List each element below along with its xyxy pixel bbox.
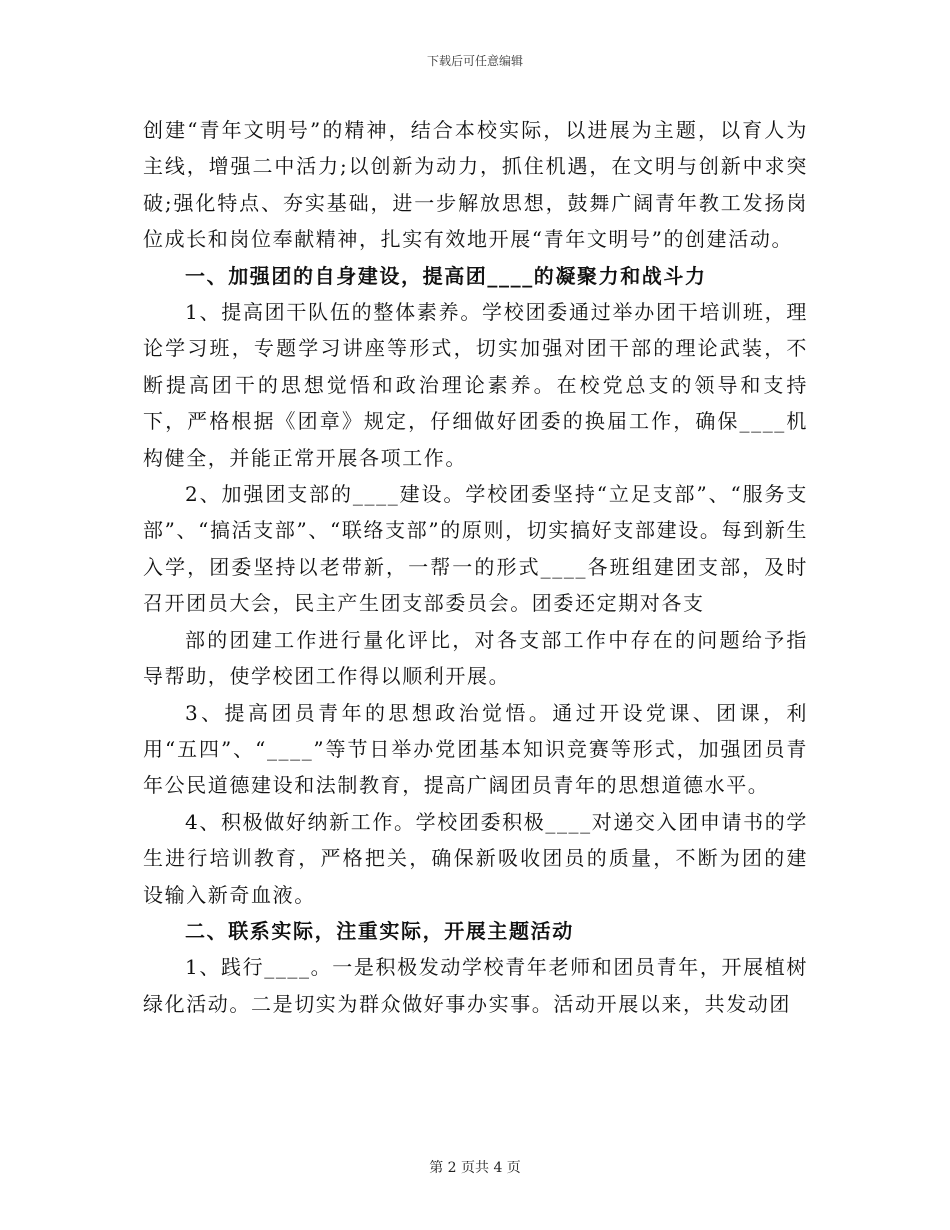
paragraph-item-1-3: 3、提高团员青年的思想政治觉悟。通过开设党课、团课，利用“五四”、“____”等节日举办党团基本知识竞赛等形式，加强团员青年公民道德建设和法制教育，提高广阔团员青年的思想道德水平。	[143, 700, 808, 798]
paragraph-item-2-1: 1、践行____。一是积极发动学校青年老师和团员青年，开展植树绿化活动。二是切实为群众做好事办实事。活动开展以来，共发动团	[143, 955, 808, 1016]
section-heading-1: 一、加强团的自身建设，提高团____的凝聚力和战斗力	[185, 263, 707, 288]
document-body	[143, 112, 808, 1022]
page-footer-number: 第 2 页共 4 页	[429, 1160, 521, 1176]
paragraph-item-1-2: 2、加强团支部的____建设。学校团委坚持“立足支部”、“服务支部”、“搞活支部”、“联络支部”的原则，切实搞好支部建设。每到新生入学，团委坚持以老带新，一帮一的形式____各班组建团支部，及时召开团员大会，民主产生团支部委员会。团委还定期对各支	[143, 482, 808, 616]
paragraph-item-1-2-continued: 部的团建工作进行量化评比，对各支部工作中存在的问题给予指导帮助，使学校团工作得以顺利开展。	[143, 627, 808, 689]
paragraph-intro: 创建“青年文明号”的精神，结合本校实际，以进展为主题，以育人为主线，增强二中活力;以创新为动力，抓住机遇，在文明与创新中求突破;强化特点、夯实基础，进一步解放思想，鼓舞广阔青年教工发扬岗位成长和岗位奉献精神，扎实有效地开展“青年文明号”的创建活动。	[143, 118, 808, 252]
section-heading-2: 二、联系实际，注重实际，开展主题活动	[185, 918, 574, 943]
paragraph-item-1-1: 1、提高团干队伍的整体素养。学校团委通过举办团干培训班，理论学习班，专题学习讲座等形式，切实加强对团干部的理论武装，不断提高团干的思想觉悟和政治理论素养。在校党总支的领导和支持下，严格根据《团章》规定，仔细做好团委的换届工作，确保____机构健全，并能正常开展各项工作。	[143, 300, 808, 470]
paragraph-item-1-4: 4、积极做好纳新工作。学校团委积极____对递交入团申请书的学生进行培训教育，严格把关，确保新吸收团员的质量，不断为团的建设输入新奇血液。	[143, 809, 808, 907]
page-header-note: 下载后可任意编辑	[426, 54, 523, 68]
